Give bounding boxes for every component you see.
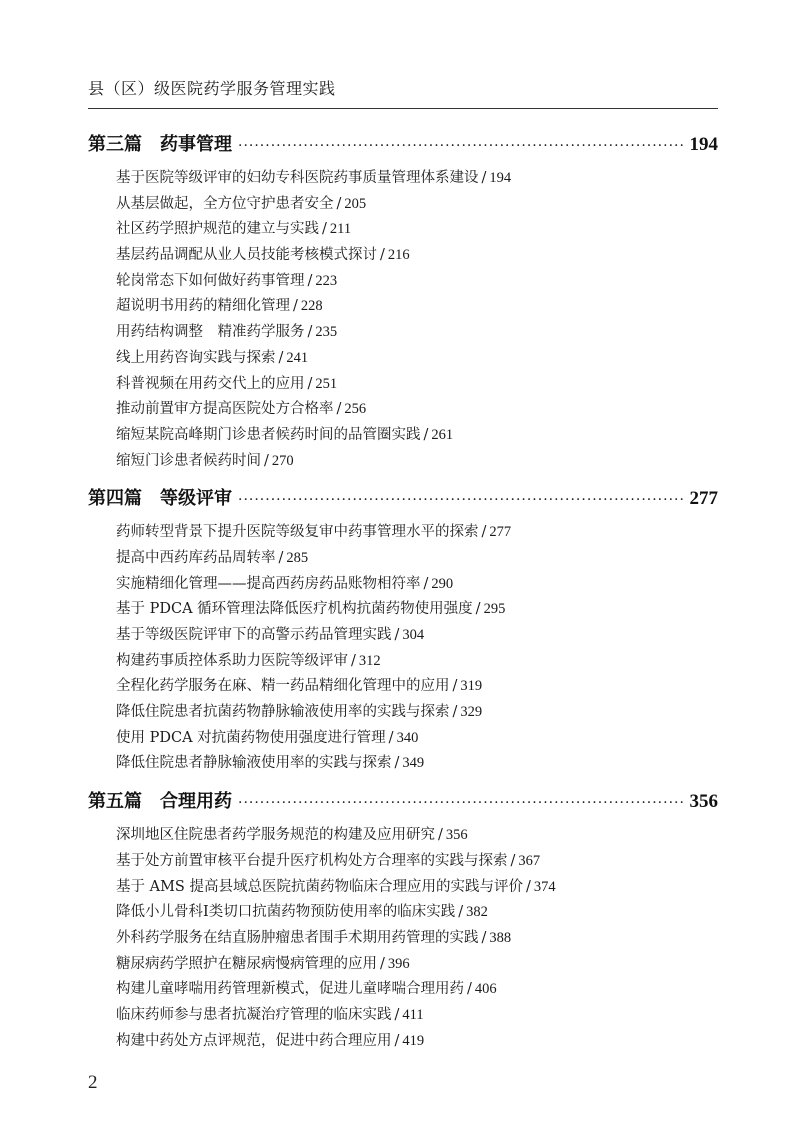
page-separator: /	[467, 981, 472, 998]
entry-title: 全程化药学服务在麻、精一药品精细化管理中的应用	[116, 678, 450, 695]
toc-entry[interactable]	[116, 346, 718, 372]
part-label: 第四篇	[88, 488, 142, 510]
part-heading[interactable]	[88, 484, 718, 510]
entry-title: 超说明书用药的精细化管理	[116, 298, 290, 315]
toc-entry[interactable]	[116, 372, 718, 398]
toc-entry[interactable]	[116, 546, 718, 572]
entry-page-number: 205	[344, 195, 367, 212]
entry-page-number: 256	[344, 401, 367, 418]
page-separator: /	[307, 375, 313, 392]
entry-title: 缩短某院高峰期门诊患者候药时间的品管圈实践	[116, 426, 421, 443]
running-header: 县（区）级医院药学服务管理实践	[88, 79, 336, 98]
entry-title: 糖尿病药学照护在糖尿病慢病管理的应用	[116, 955, 377, 972]
toc-entry[interactable]	[116, 700, 718, 726]
toc-entry[interactable]	[116, 623, 718, 649]
entry-page-number: 419	[402, 1032, 425, 1049]
toc-entry[interactable]	[116, 751, 718, 777]
page-separator: /	[452, 704, 458, 721]
part-page-number: 356	[689, 791, 718, 813]
entry-page-number: 388	[489, 929, 512, 946]
part-heading[interactable]	[88, 787, 718, 813]
entry-page-number: 349	[402, 755, 425, 772]
part-page-number: 277	[689, 488, 718, 510]
entry-page-number: 340	[396, 729, 419, 746]
entry-title: 从基层做起，全方位守护患者安全	[116, 195, 334, 212]
page-separator: /	[293, 298, 298, 315]
toc-entry[interactable]	[116, 269, 718, 295]
entry-title: 推动前置审方提高医院处方合格率	[116, 401, 334, 418]
entry-page-number: 382	[466, 904, 488, 921]
entry-page-number: 319	[460, 678, 483, 695]
toc-entry[interactable]	[116, 1029, 718, 1055]
page-separator: /	[388, 729, 394, 746]
entry-page-number: 396	[387, 955, 410, 972]
entry-list	[116, 520, 718, 777]
entry-title: 临床药师参与患者抗凝治疗管理的临床实践	[116, 1006, 392, 1023]
page-number: 2	[88, 1072, 98, 1093]
entry-title: 降低住院患者静脉输液使用率的实践与探索	[116, 755, 392, 772]
toc-entry[interactable]	[116, 1003, 718, 1029]
entry-title: 基于处方前置审核平台提升医疗机构处方合理率的实践与探索	[116, 852, 508, 869]
page-separator: /	[452, 678, 458, 695]
part-title: 等级评审	[160, 488, 232, 510]
entry-title: 提高中西药库药品周转率	[116, 549, 276, 566]
toc-entry[interactable]	[116, 726, 718, 752]
entry-title: 科普视频在用药交代上的应用	[116, 375, 305, 392]
toc-part	[88, 787, 718, 1054]
page-separator: /	[423, 426, 429, 443]
toc-entry[interactable]	[116, 243, 718, 269]
entry-title: 基于 PDCA 循环管理法降低医疗机构抗菌药物使用强度	[116, 601, 473, 618]
entry-title: 降低住院患者抗菌药物静脉输液使用率的实践与探索	[116, 704, 450, 721]
entry-title: 使用 PDCA 对抗菌药物使用强度进行管理	[116, 729, 386, 746]
entry-page-number: 290	[431, 575, 454, 592]
entry-title: 轮岗常态下如何做好药事管理	[116, 272, 305, 289]
entry-page-number: 211	[329, 221, 352, 238]
entry-page-number: 261	[431, 426, 454, 443]
toc-entry[interactable]	[116, 952, 718, 978]
toc-entry[interactable]	[116, 597, 718, 623]
page-separator: /	[394, 1032, 400, 1049]
entry-page-number: 411	[402, 1006, 424, 1023]
page-separator: /	[380, 247, 385, 264]
entry-page-number: 367	[518, 852, 541, 869]
dot-leader	[238, 795, 684, 811]
toc-entry[interactable]	[116, 875, 718, 901]
part-title: 药事管理	[160, 134, 232, 155]
toc-entry[interactable]	[116, 423, 718, 449]
dot-leader	[238, 138, 684, 154]
entry-page-number: 406	[474, 981, 497, 998]
entry-page-number: 285	[286, 549, 309, 566]
page-separator: /	[322, 221, 327, 238]
entry-title: 构建中药处方点评规范，促进中药合理应用	[116, 1032, 392, 1049]
page-separator: /	[394, 755, 400, 772]
part-label: 第三篇	[88, 134, 142, 155]
entry-list	[116, 823, 718, 1054]
entry-title: 药师转型背景下提升医院等级复审中药事管理水平的探索	[116, 524, 479, 541]
toc-part	[88, 484, 718, 777]
toc-entry[interactable]	[116, 823, 718, 849]
entry-title: 缩短门诊患者候药时间	[116, 452, 261, 469]
entry-title: 降低小儿骨科Ⅰ类切口抗菌药物预防使用率的临床实践	[116, 904, 456, 921]
entry-title: 基于 AMS 提高县域总医院抗菌药物临床合理应用的实践与评价	[116, 878, 523, 895]
entry-title: 用药结构调整 精准药学服务	[116, 324, 305, 341]
entry-page-number: 228	[300, 298, 323, 315]
toc-entry[interactable]	[116, 520, 718, 546]
page-separator: /	[307, 272, 313, 289]
entry-title: 实施精细化管理——提高西药房药品账物相符率	[116, 575, 421, 592]
entry-title: 线上用药咨询实践与探索	[116, 349, 276, 366]
dot-leader	[238, 492, 684, 508]
toc-entry[interactable]	[116, 900, 718, 926]
page-separator: /	[458, 904, 464, 921]
entry-page-number: 270	[271, 452, 294, 469]
page-separator: /	[475, 601, 481, 618]
page-separator: /	[481, 524, 487, 541]
page-separator: /	[336, 195, 342, 212]
entry-page-number: 295	[483, 601, 506, 618]
page-separator: /	[336, 401, 342, 418]
part-page-number: 194	[689, 134, 718, 155]
page-separator: /	[380, 955, 385, 972]
toc-entry[interactable]	[116, 294, 718, 320]
page-separator: /	[278, 549, 284, 566]
entry-title: 外科药学服务在结直肠肿瘤患者围手术期用药管理的实践	[116, 929, 479, 946]
part-heading[interactable]	[88, 130, 718, 156]
part-label: 第五篇	[88, 791, 142, 813]
entry-title: 基于医院等级评审的妇幼专科医院药事质量管理体系建设	[116, 170, 479, 186]
entry-list	[116, 166, 718, 474]
page-separator: /	[510, 852, 516, 869]
page-separator: /	[423, 575, 429, 592]
part-title: 合理用药	[160, 791, 232, 813]
entry-page-number: 312	[358, 652, 381, 669]
entry-page-number: 251	[315, 375, 338, 392]
toc-entry[interactable]	[116, 320, 718, 346]
entry-title: 深圳地区住院患者药学服务规范的构建及应用研究	[116, 827, 435, 844]
entry-page-number: 223	[315, 272, 338, 289]
entry-title: 社区药学照护规范的建立与实践	[116, 221, 319, 238]
toc-entry[interactable]	[116, 572, 718, 598]
entry-page-number: 356	[445, 827, 468, 844]
header-rule	[88, 108, 718, 109]
toc-entry[interactable]	[116, 397, 718, 423]
page-separator: /	[278, 349, 284, 366]
page-separator: /	[264, 452, 269, 469]
entry-title: 基层药品调配从业人员技能考核模式探讨	[116, 247, 377, 264]
page-separator: /	[394, 627, 400, 643]
toc-entry[interactable]	[116, 192, 718, 218]
page-separator: /	[481, 929, 487, 946]
toc-entry[interactable]	[116, 674, 718, 700]
page-separator: /	[525, 878, 531, 895]
toc-entry[interactable]	[116, 926, 718, 952]
toc-entry[interactable]	[116, 977, 718, 1003]
toc-entry[interactable]	[116, 166, 718, 192]
table-of-contents	[88, 130, 718, 1054]
entry-page-number: 216	[387, 247, 410, 264]
toc-entry[interactable]	[116, 217, 718, 243]
entry-title: 基于等级医院评审下的高警示药品管理实践	[116, 627, 392, 643]
entry-title: 构建儿童哮喘用药管理新模式，促进儿童哮喘合理用药	[116, 981, 464, 998]
page-separator: /	[481, 170, 487, 186]
entry-page-number: 235	[315, 324, 338, 341]
entry-page-number: 241	[286, 349, 309, 366]
toc-entry[interactable]	[116, 449, 718, 475]
page-separator: /	[351, 652, 356, 669]
entry-page-number: 304	[402, 627, 425, 643]
page-separator: /	[438, 827, 443, 844]
entry-page-number: 277	[489, 524, 512, 541]
toc-part	[88, 130, 718, 474]
entry-page-number: 194	[489, 170, 512, 186]
toc-entry[interactable]	[116, 849, 718, 875]
page-separator: /	[307, 324, 313, 341]
entry-page-number: 374	[533, 878, 556, 895]
page-separator: /	[394, 1006, 400, 1023]
entry-title: 构建药事质控体系助力医院等级评审	[116, 652, 348, 669]
toc-entry[interactable]	[116, 649, 718, 675]
entry-page-number: 329	[460, 704, 483, 721]
